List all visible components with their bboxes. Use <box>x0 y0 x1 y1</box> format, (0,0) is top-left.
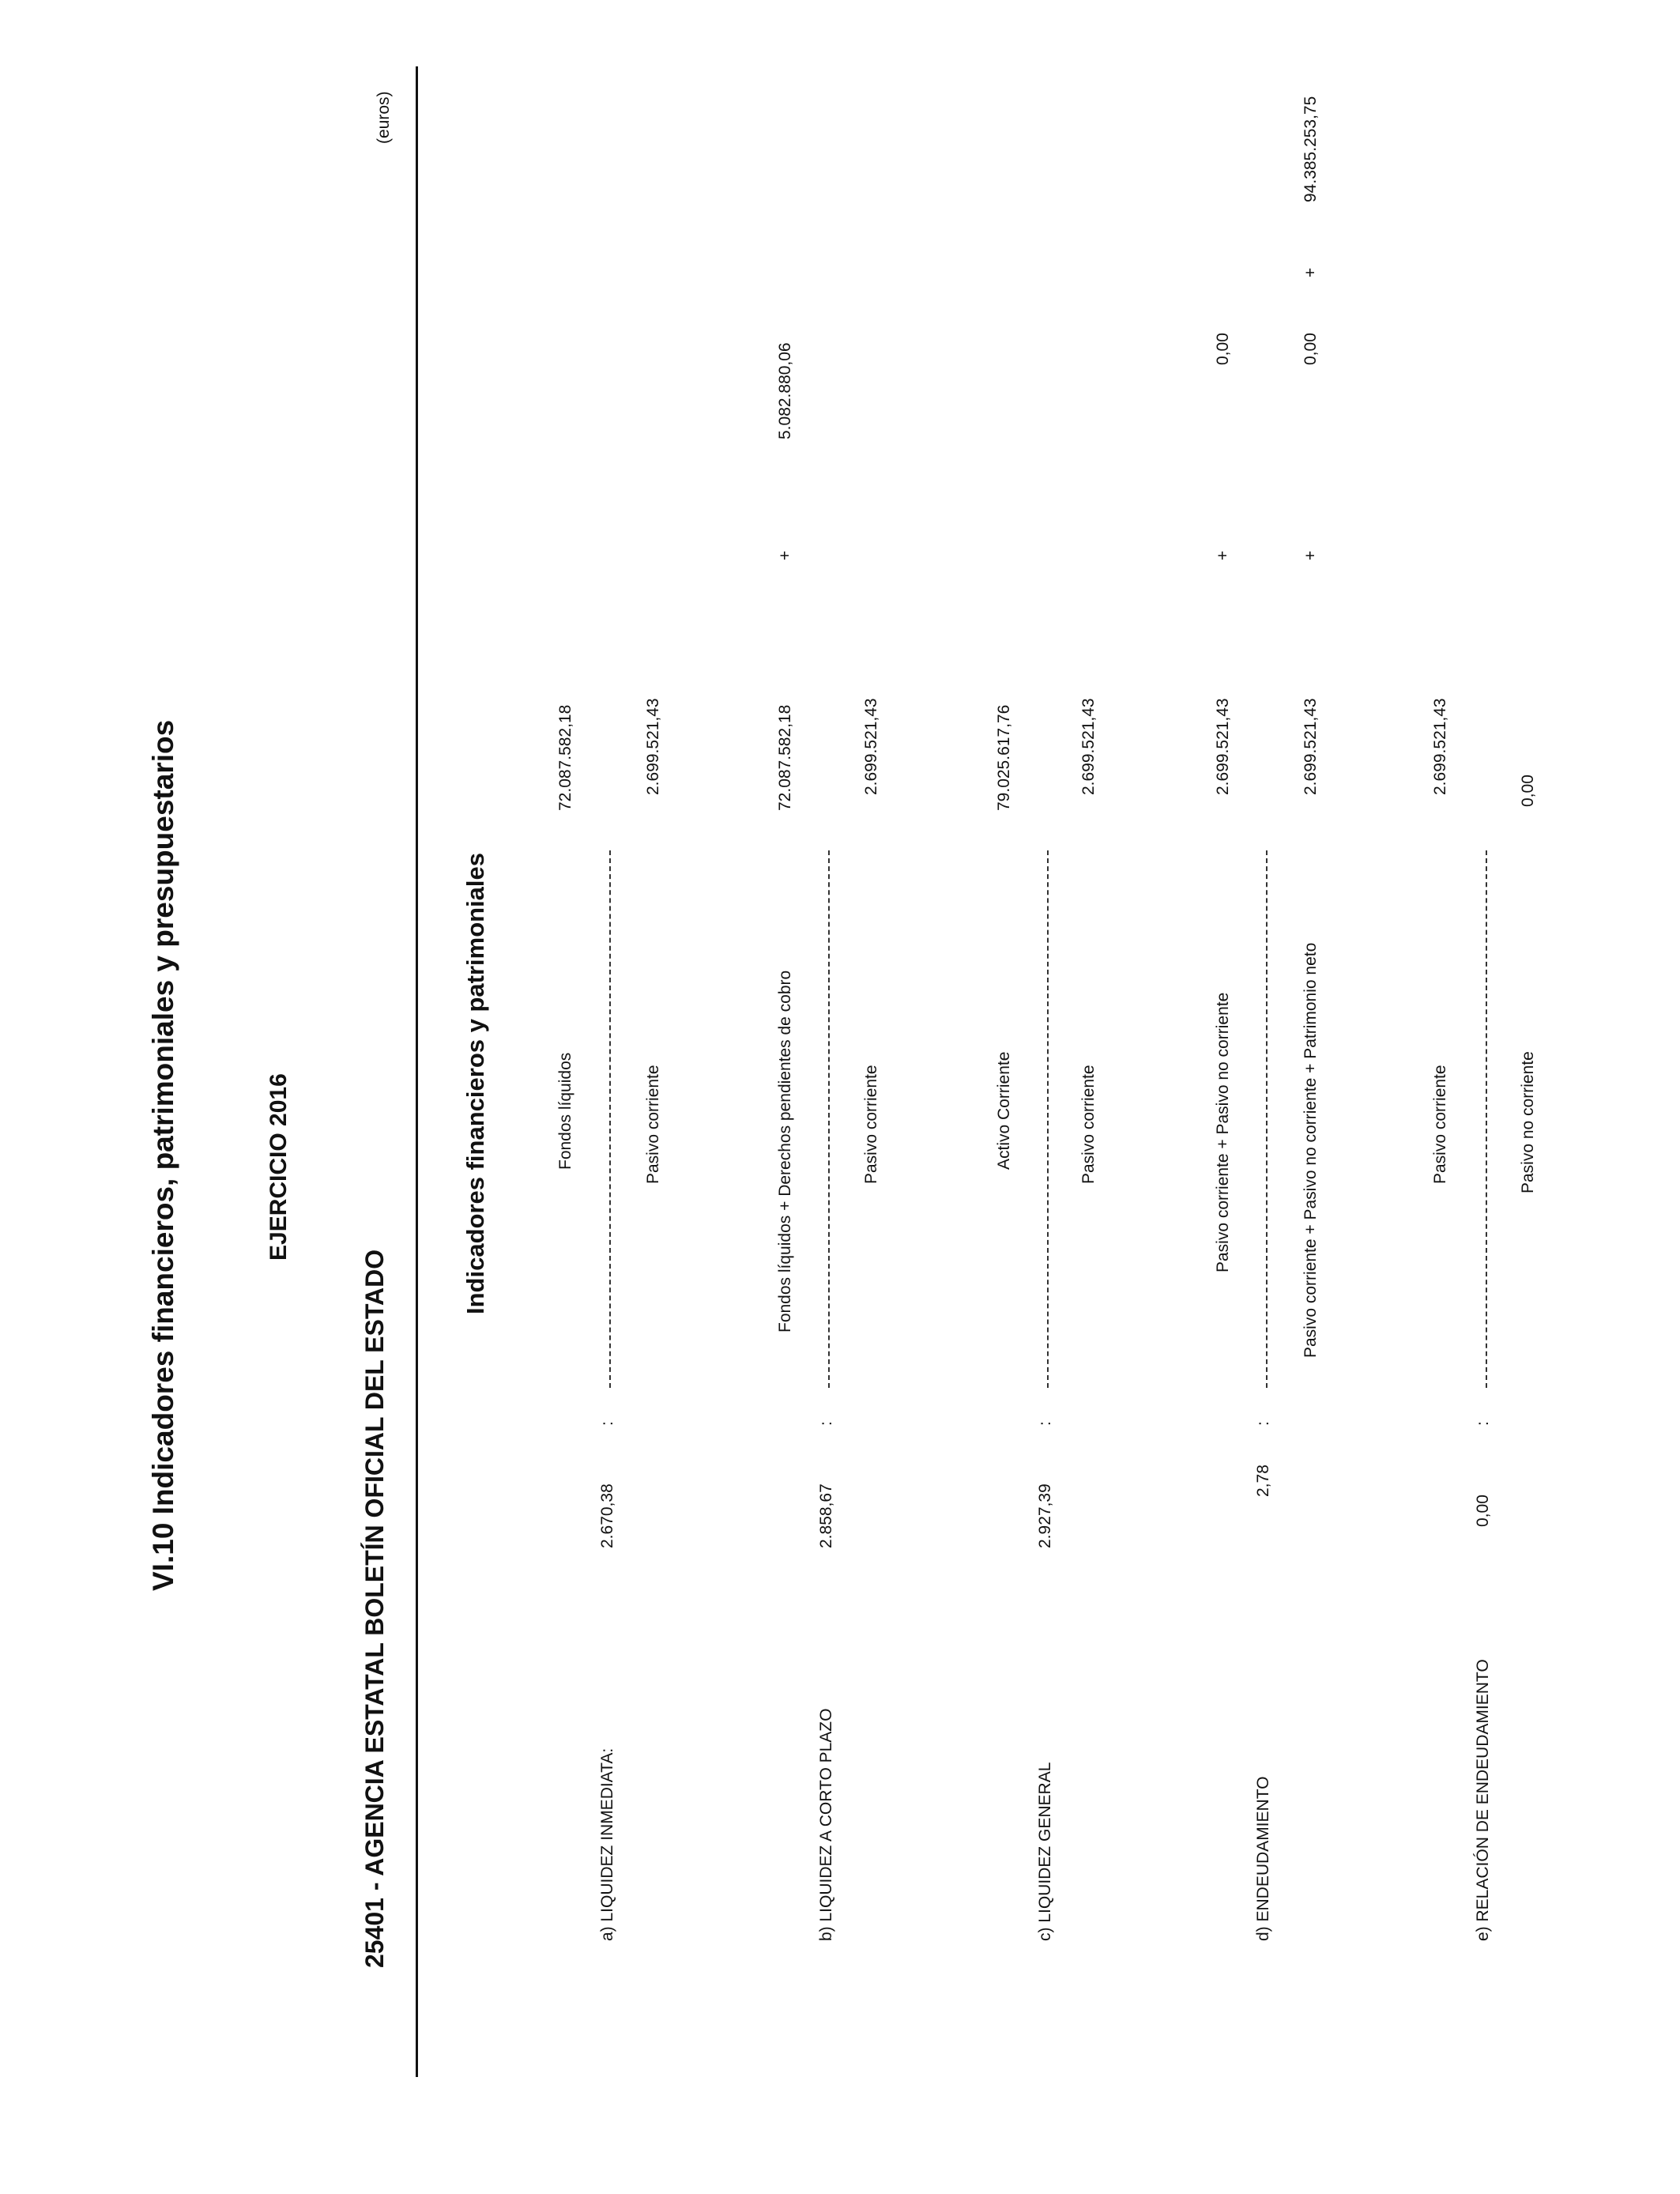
fraction-line-d <box>1266 850 1268 1388</box>
fraction-line-b <box>828 850 830 1388</box>
numerator-label-e: Pasivo corriente <box>1431 1065 1449 1184</box>
indicator-colon-a: : <box>598 1421 616 1426</box>
indicator-label-a: a) LIQUIDEZ INMEDIATA: <box>598 1747 616 1941</box>
denominator-label-d: Pasivo corriente + Pasivo no corriente + Patrimonio neto <box>1301 942 1320 1358</box>
indicator-colon-d: : <box>1254 1421 1272 1426</box>
indicator-label-b: b) LIQUIDEZ A CORTO PLAZO <box>817 1708 835 1941</box>
page-title: VI.10 Indicadores financieros, patrimoniales y presupuestarios <box>147 719 179 1591</box>
numerator-value-a: 72.087.582,18 <box>556 704 574 811</box>
denominator-label-b: Pasivo corriente <box>862 1065 880 1184</box>
entity-name: 25401 - AGENCIA ESTATAL BOLETÍN OFICIAL DEL ESTADO <box>360 1249 389 1968</box>
indicator-value-e: 0,00 <box>1474 1495 1492 1527</box>
indicator-colon-c: : <box>1036 1421 1054 1426</box>
fraction-line-c <box>1047 850 1049 1388</box>
indicator-value-c: 2.927,39 <box>1036 1483 1054 1548</box>
numerator-plus-b: + <box>776 550 794 560</box>
indicator-label-e: e) RELACIÓN DE ENDEUDAMIENTO <box>1474 1659 1492 1941</box>
section-title: Indicadores financieros y patrimoniales <box>461 852 489 1314</box>
indicator-value-d: 2,78 <box>1254 1465 1272 1497</box>
indicator-value-a: 2.670,38 <box>598 1483 616 1548</box>
denominator-value-b: 2.699.521,43 <box>862 698 880 795</box>
denominator-label-a: Pasivo corriente <box>644 1065 662 1184</box>
fraction-line-a <box>609 850 611 1388</box>
currency-note: (euros) <box>375 91 393 144</box>
denominator-label-e: Pasivo no corriente <box>1519 1051 1537 1193</box>
denominator-value-d-3: 94.385.253,75 <box>1301 96 1320 202</box>
denominator-value-c: 2.699.521,43 <box>1079 698 1098 795</box>
header-rule <box>416 66 418 2077</box>
numerator-value-c: 79.025.617,76 <box>995 704 1013 811</box>
indicator-colon-b: : <box>817 1421 835 1426</box>
numerator-label-c: Activo Corriente <box>995 1051 1013 1170</box>
numerator-value-b-1: 72.087.582,18 <box>776 704 794 811</box>
denominator-value-a: 2.699.521,43 <box>644 698 662 795</box>
numerator-value-e: 2.699.521,43 <box>1431 698 1449 795</box>
numerator-label-b: Fondos líquidos + Derechos pendientes de cobro <box>776 970 794 1333</box>
numerator-label-a: Fondos líquidos <box>556 1052 574 1170</box>
numerator-value-b-2: 5.082.880,06 <box>776 342 794 439</box>
indicator-label-c: c) LIQUIDEZ GENERAL <box>1036 1762 1054 1941</box>
indicator-colon-e: : <box>1474 1421 1492 1426</box>
denominator-label-c: Pasivo corriente <box>1079 1065 1098 1184</box>
numerator-value-d-2: 0,00 <box>1214 333 1232 365</box>
indicator-value-b: 2.858,67 <box>817 1483 835 1548</box>
denominator-plus-d-1: + <box>1301 550 1320 560</box>
fraction-line-e <box>1486 850 1487 1388</box>
denominator-value-d-2: 0,00 <box>1301 333 1320 365</box>
numerator-value-d-1: 2.699.521,43 <box>1214 698 1232 795</box>
denominator-value-d-1: 2.699.521,43 <box>1301 698 1320 795</box>
numerator-label-d: Pasivo corriente + Pasivo no corriente <box>1214 992 1232 1272</box>
denominator-value-e: 0,00 <box>1519 775 1537 807</box>
numerator-plus-d: + <box>1214 550 1232 560</box>
fiscal-year: EJERCICIO 2016 <box>266 1073 292 1261</box>
indicator-label-d: d) ENDEUDAMIENTO <box>1254 1776 1272 1941</box>
denominator-plus-d-2: + <box>1301 267 1320 277</box>
